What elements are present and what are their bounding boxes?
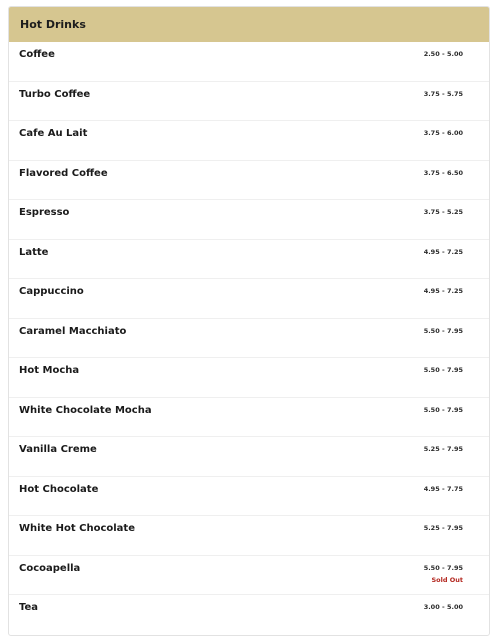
- section-title: Hot Drinks: [20, 18, 86, 31]
- menu-item-latte[interactable]: [9, 240, 489, 280]
- item-price: 5.50 - 7.95: [423, 366, 463, 374]
- menu-item-cafe-au-lait[interactable]: [9, 121, 489, 161]
- item-price: 5.50 - 7.95: [423, 405, 463, 414]
- menu-item-white-chocolate-mocha[interactable]: [9, 398, 489, 438]
- item-name: Latte: [19, 246, 49, 258]
- menu-item-caramel-macchiato[interactable]: [9, 319, 489, 359]
- item-name: Hot Chocolate: [19, 483, 99, 495]
- item-name: Vanilla Creme: [19, 444, 97, 455]
- menu-item-coffee[interactable]: [9, 42, 489, 82]
- item-name: White Hot Chocolate: [19, 523, 135, 534]
- item-price: 5.50 - 7.95: [423, 326, 463, 335]
- item-price: 3.75 - 5.75: [423, 89, 463, 98]
- menu-item-vanilla-creme[interactable]: [9, 437, 489, 477]
- item-price: 5.25 - 7.95: [423, 524, 463, 532]
- item-price: 4.95 - 7.25: [423, 247, 463, 256]
- item-name: White Chocolate Mocha: [19, 404, 152, 416]
- item-price: 2.50 - 5.00: [423, 50, 463, 58]
- item-price: 5.25 - 7.95: [423, 445, 463, 453]
- menu-item-tea[interactable]: [9, 595, 489, 635]
- item-name: Espresso: [19, 207, 70, 218]
- item-price: 4.95 - 7.75: [423, 484, 463, 493]
- menu-card: [8, 6, 490, 636]
- item-name: Coffee: [19, 49, 55, 60]
- section-header[interactable]: [9, 7, 489, 42]
- item-name: Cocoapella: [19, 562, 81, 574]
- item-price: 5.50 - 7.95: [423, 563, 463, 572]
- menu-item-hot-chocolate[interactable]: [9, 477, 489, 517]
- item-name: Hot Mocha: [19, 365, 80, 376]
- menu-item-list: [9, 42, 489, 635]
- menu-item-cocoapella[interactable]: [9, 556, 489, 596]
- menu-item-flavored-coffee[interactable]: [9, 161, 489, 201]
- menu-item-hot-mocha[interactable]: [9, 358, 489, 398]
- item-price: 3.75 - 6.00: [423, 129, 463, 137]
- menu-item-turbo-coffee[interactable]: [9, 82, 489, 122]
- item-name: Caramel Macchiato: [19, 325, 127, 337]
- item-name: Turbo Coffee: [19, 88, 91, 100]
- menu-item-espresso[interactable]: [9, 200, 489, 240]
- menu-item-white-hot-chocolate[interactable]: [9, 516, 489, 556]
- menu-item-cappuccino[interactable]: [9, 279, 489, 319]
- sold-out-badge: Sold Out: [431, 575, 463, 584]
- item-price: 3.75 - 6.50: [423, 168, 463, 177]
- item-name: Tea: [19, 602, 39, 613]
- item-price: 3.00 - 5.00: [423, 603, 463, 611]
- item-name: Cafe Au Lait: [19, 128, 88, 139]
- item-name: Cappuccino: [19, 286, 84, 297]
- item-name: Flavored Coffee: [19, 167, 108, 179]
- item-price: 3.75 - 5.25: [423, 208, 463, 216]
- item-price: 4.95 - 7.25: [423, 287, 463, 295]
